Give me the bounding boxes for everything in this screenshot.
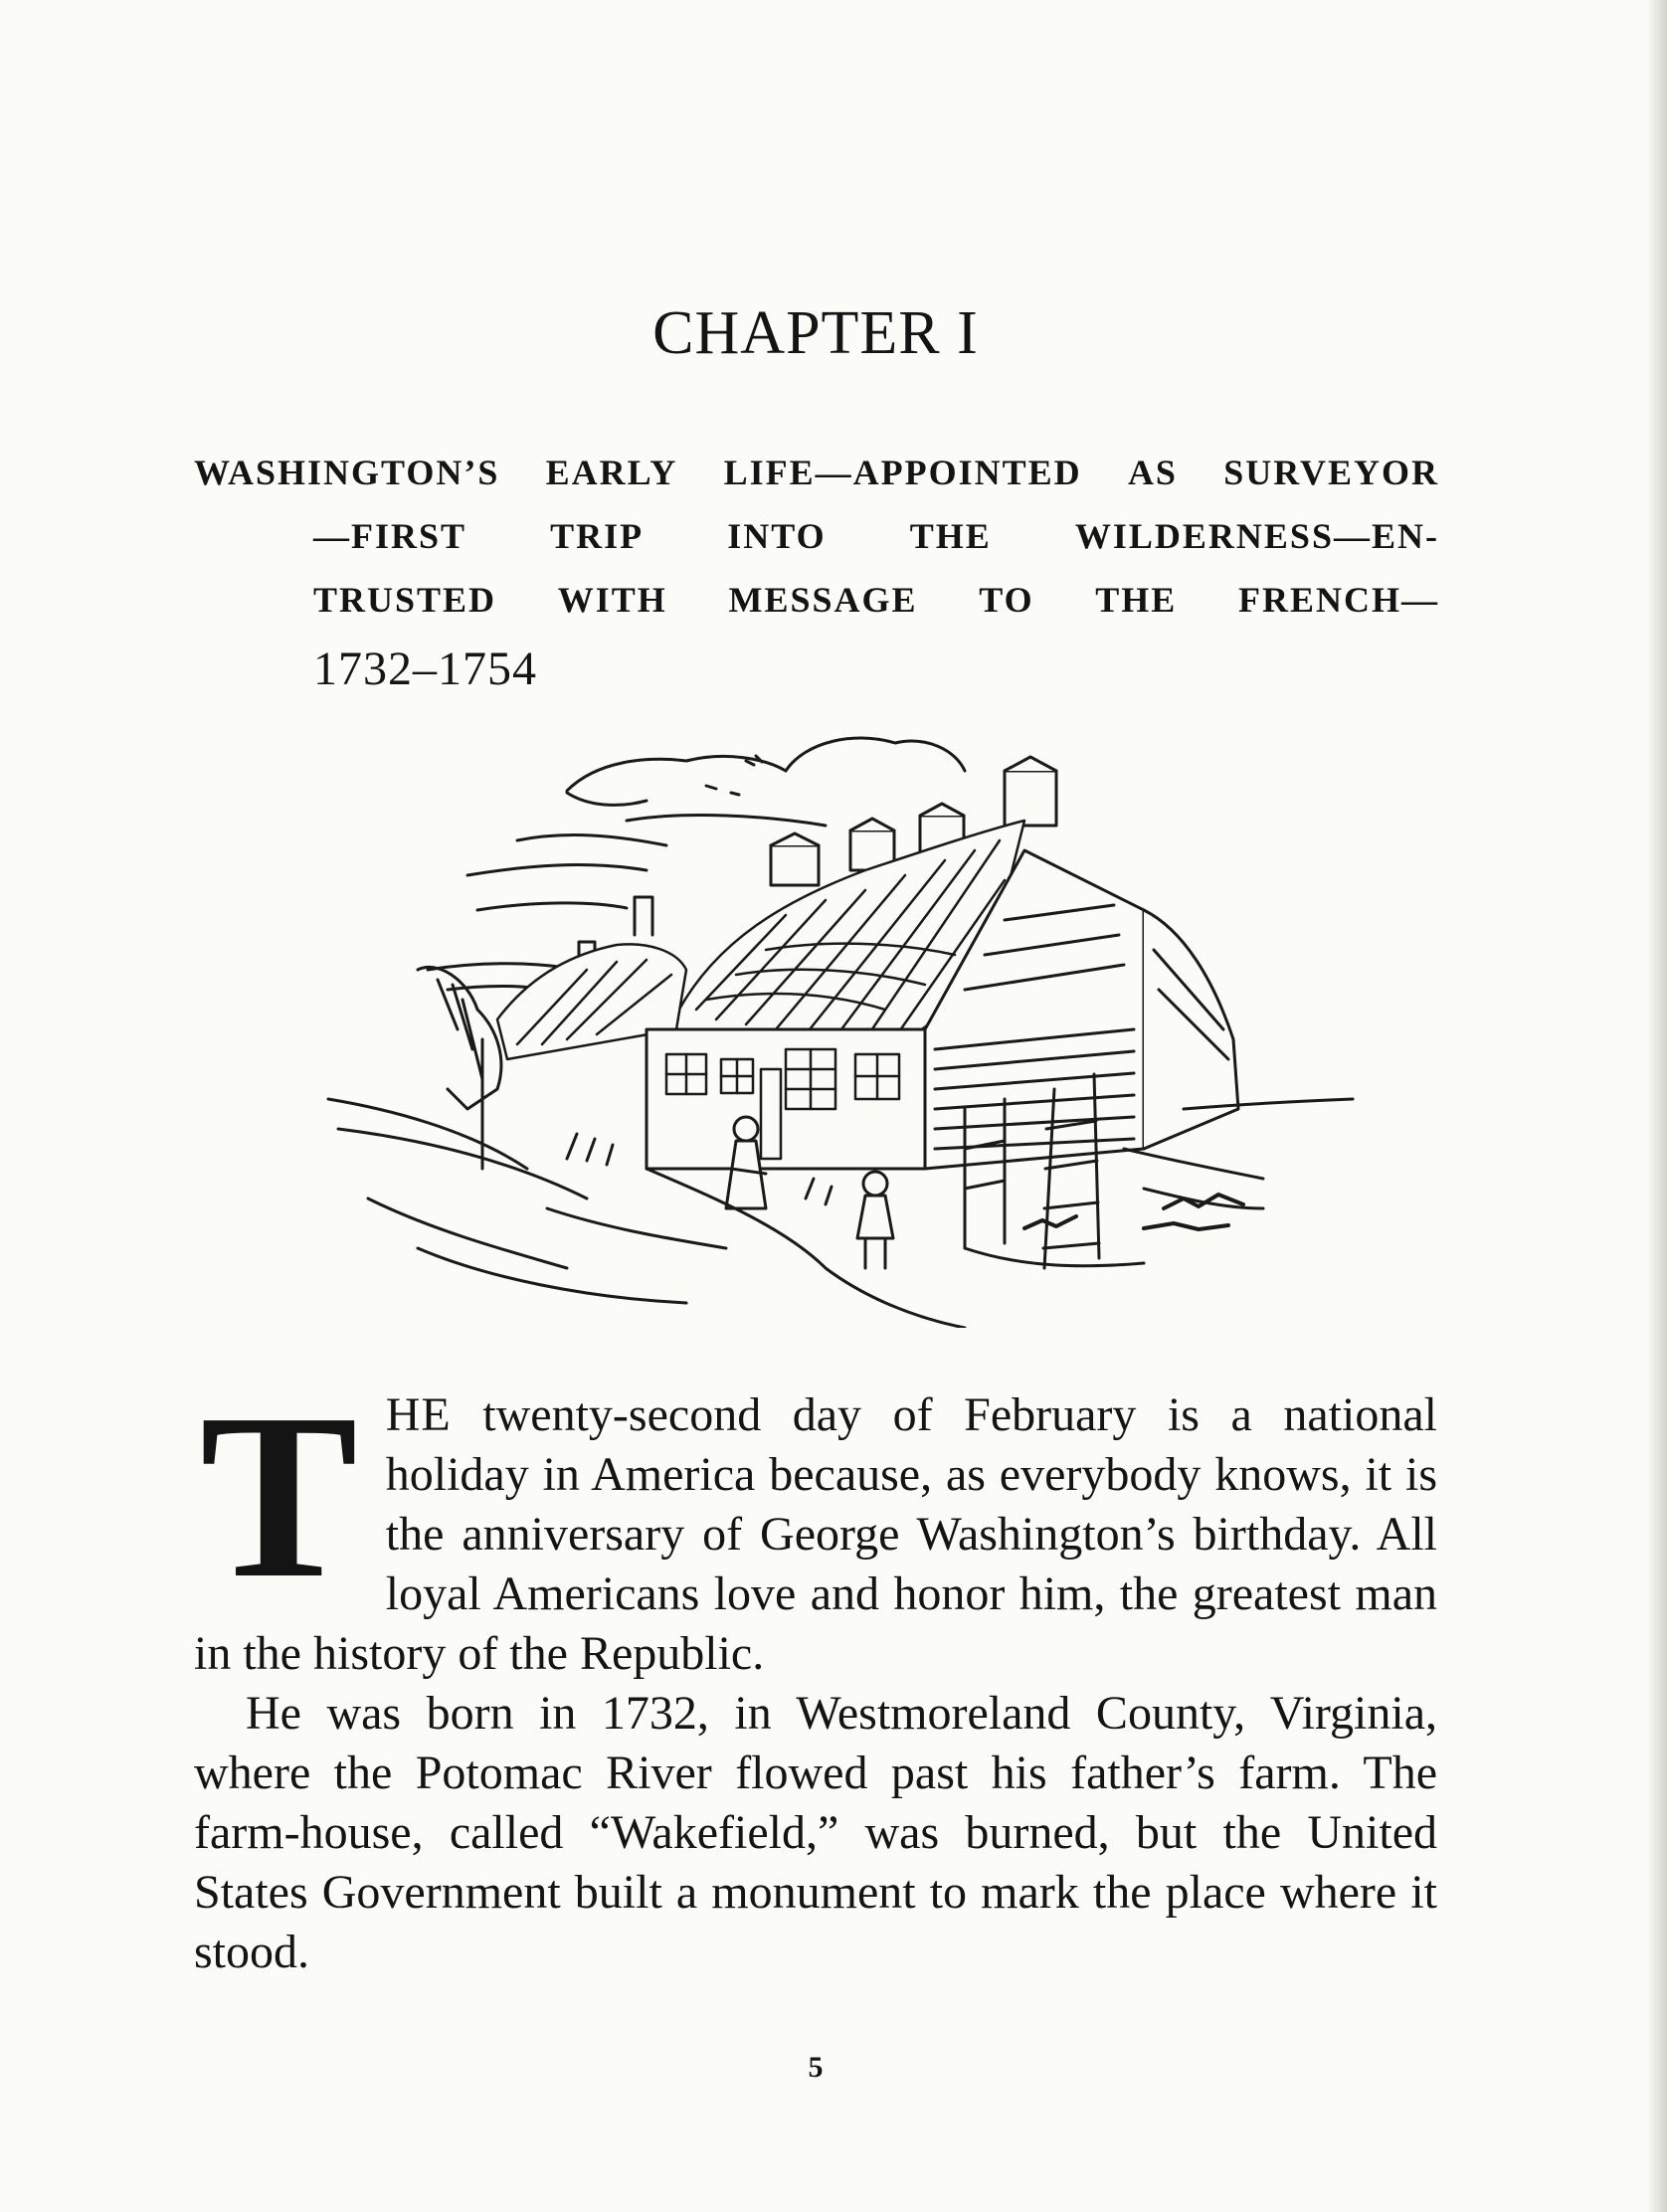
summary-word: THE bbox=[1095, 580, 1178, 620]
chapter-summary bbox=[194, 441, 1439, 701]
summary-word: WITH bbox=[557, 580, 667, 620]
summary-word: WILDERNESS—EN- bbox=[1074, 516, 1439, 556]
body-text bbox=[194, 1366, 1437, 1982]
summary-word: MESSAGE bbox=[728, 580, 918, 620]
summary-word: TO bbox=[979, 580, 1034, 620]
summary-word: INTO bbox=[727, 516, 827, 556]
summary-word: FRENCH— bbox=[1237, 580, 1439, 620]
summary-line-2 bbox=[313, 504, 1439, 568]
chapter-title: CHAPTER I bbox=[652, 299, 979, 367]
page-edge bbox=[1649, 0, 1667, 2212]
chapter-years: 1732–1754 bbox=[313, 643, 537, 695]
summary-word: THE bbox=[909, 516, 992, 556]
summary-word: TRUSTED bbox=[313, 580, 497, 620]
paragraph-2: He was born in 1732, in Westmoreland County, Virginia, where the Potomac River flowed past his father’s farm. The farm-house, called “Wakefield,” was burned, but the United States Government built a monument to mark the place where it stood. bbox=[194, 1687, 1437, 1978]
bushes bbox=[1024, 1195, 1243, 1229]
paragraph-1 bbox=[194, 1366, 1437, 1684]
summary-word: AS bbox=[1127, 453, 1178, 492]
cottage-illustration bbox=[269, 731, 1373, 1328]
summary-word: LIFE—APPOINTED bbox=[723, 453, 1082, 492]
drop-cap: T bbox=[200, 1366, 358, 1627]
paragraph-1-text: twenty-second day of February is a national holiday in America because, as everybody knows, it is the anniversary of George Washington’s birthday. All loyal Americans love and honor him, the greatest man in the history of the Republic. bbox=[194, 1388, 1437, 1680]
summary-line-3 bbox=[313, 568, 1439, 632]
lead-caps: HE bbox=[385, 1388, 452, 1441]
summary-word: WASHINGTON’S bbox=[194, 453, 500, 492]
summary-word: EARLY bbox=[545, 453, 678, 492]
summary-word: —FIRST bbox=[313, 516, 467, 556]
summary-word: TRIP bbox=[550, 516, 645, 556]
summary-word: SURVEYOR bbox=[1223, 453, 1439, 492]
trees bbox=[418, 967, 501, 1169]
page-number: 5 bbox=[808, 2051, 824, 2084]
summary-line-1 bbox=[194, 441, 1439, 504]
